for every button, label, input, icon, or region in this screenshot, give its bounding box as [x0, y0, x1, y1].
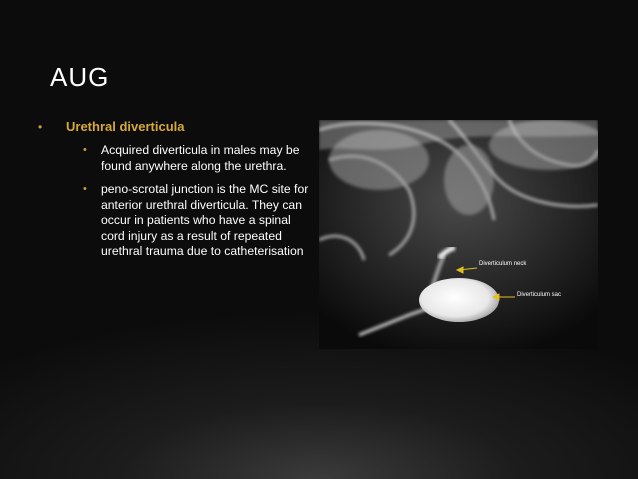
xray-illustration: [319, 120, 598, 349]
sub-bullet-text: peno-scrotal junction is the MC site for anterior urethral diverticula. They can occur in patients who have a spinal cord injury as a result of repeated urethral trauma due to catheterisation: [101, 182, 309, 258]
bullet-heading: Urethral diverticula: [66, 119, 185, 134]
sub-bullet-dot: •: [83, 144, 87, 156]
label-diverticulum-sac: Diverticulum sac: [517, 292, 562, 298]
label-diverticulum-neck: Diverticulum neck: [479, 261, 527, 267]
slide-title: AUG: [50, 62, 110, 92]
sub-bullet-dot: •: [83, 183, 87, 195]
sub-bullet-text: Acquired diverticula in males may be found anywhere along the urethra.: [101, 143, 300, 173]
bullet-dot: •: [38, 120, 43, 134]
xray-image: [319, 120, 598, 349]
